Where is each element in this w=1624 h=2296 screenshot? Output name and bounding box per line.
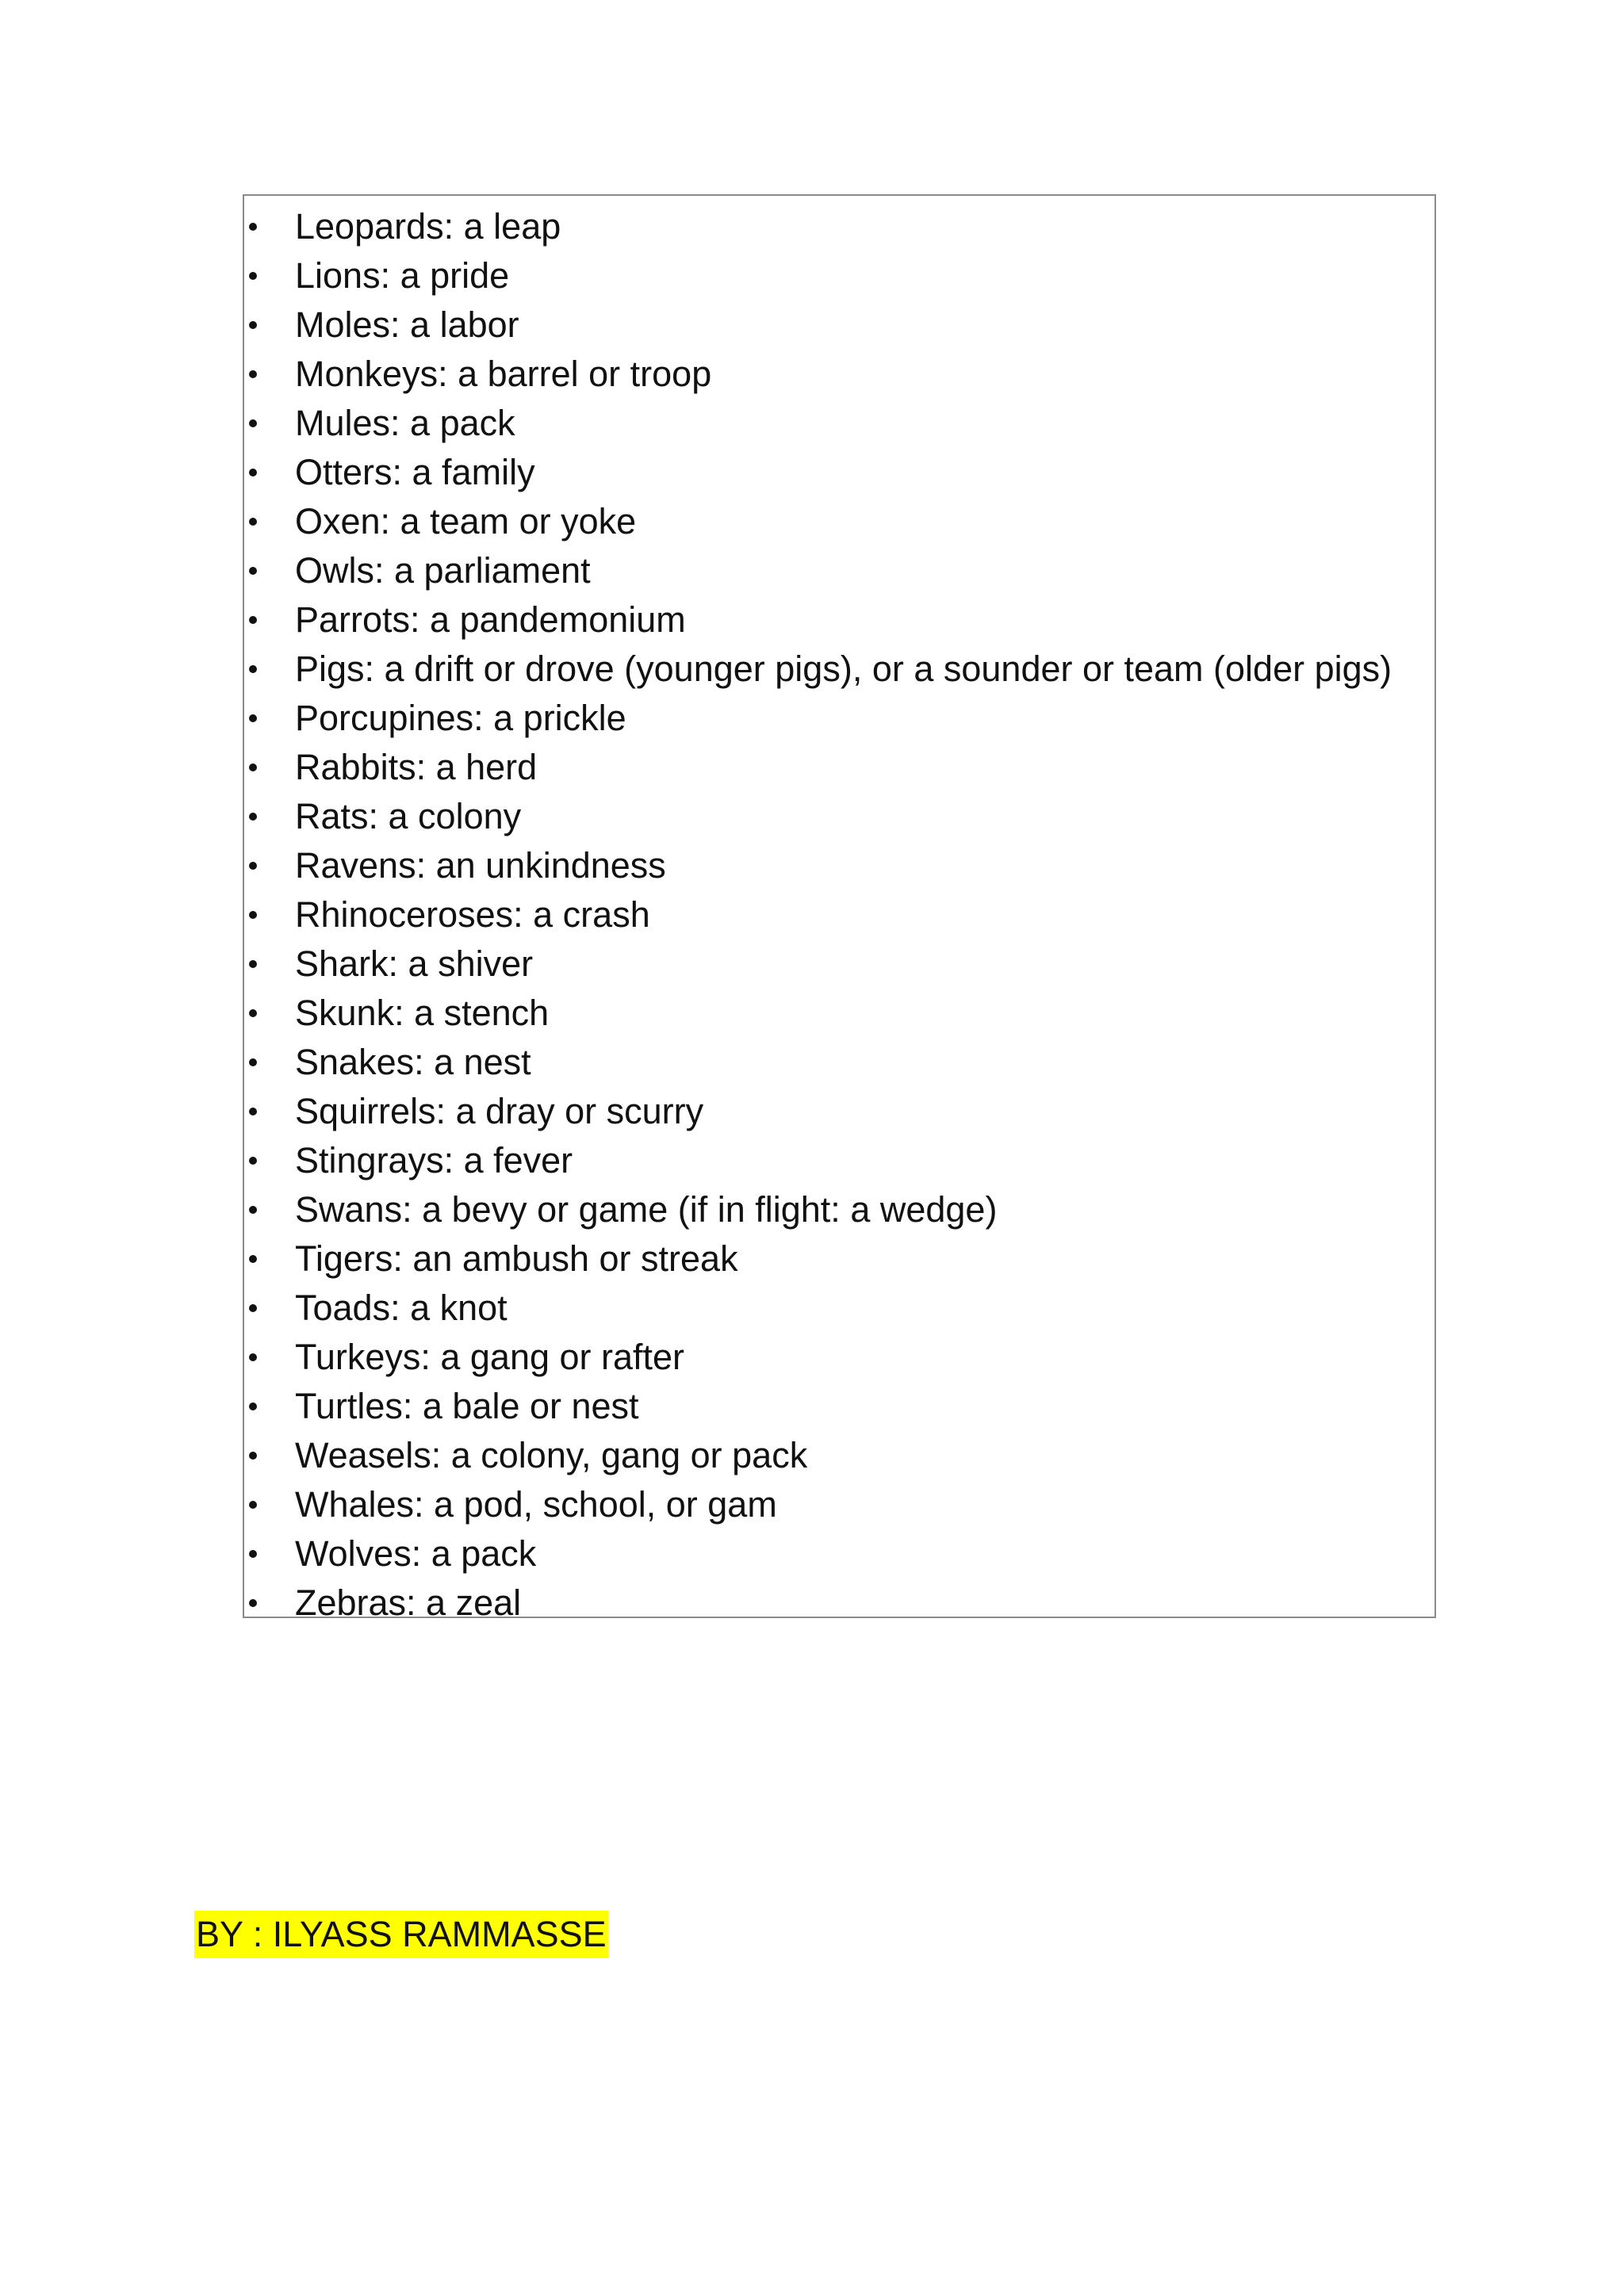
bullet-icon (249, 370, 257, 378)
list-item (244, 1578, 1434, 1628)
bullet-icon (249, 862, 257, 870)
list-item (244, 743, 1434, 792)
bullet-icon (249, 714, 257, 722)
list-item (244, 595, 1434, 645)
list-item-text: Mules: a pack (295, 403, 515, 443)
bullet-icon (249, 1255, 257, 1263)
bullet-icon (249, 419, 257, 427)
list-item (244, 497, 1434, 546)
list-item (244, 251, 1434, 300)
list-item (244, 1382, 1434, 1431)
bullet-icon (249, 1501, 257, 1509)
list-item-text: Porcupines: a prickle (295, 698, 626, 738)
bullet-icon (249, 1108, 257, 1115)
list-item-text: Squirrels: a dray or scurry (295, 1091, 704, 1131)
bullet-icon (249, 1058, 257, 1066)
list-item (244, 939, 1434, 989)
list-item-text: Owls: a parliament (295, 550, 591, 591)
bullet-icon (249, 813, 257, 821)
list-item-text: Monkeys: a barrel or troop (295, 354, 712, 394)
bullet-icon (249, 1157, 257, 1165)
list-item-text: Snakes: a nest (295, 1042, 531, 1082)
list-item-text: Turtles: a bale or nest (295, 1386, 639, 1426)
list-item (244, 546, 1434, 595)
list-item (244, 1087, 1434, 1136)
bullet-icon (249, 272, 257, 280)
list-item (244, 1136, 1434, 1185)
list-item-text: Swans: a bevy or game (if in flight: a wedge) (295, 1189, 998, 1230)
list-item-text: Lions: a pride (295, 255, 510, 296)
list-item (244, 890, 1434, 939)
list-item-text: Oxen: a team or yoke (295, 501, 637, 541)
bullet-icon (249, 223, 257, 231)
list-item-text: Turkeys: a gang or rafter (295, 1337, 685, 1377)
list-item-text: Zebras: a zeal (295, 1582, 522, 1623)
list-item-text: Rabbits: a herd (295, 747, 538, 787)
list-item-text: Parrots: a pandemonium (295, 599, 686, 640)
animal-group-list (244, 202, 1434, 1628)
list-item (244, 300, 1434, 350)
bullet-icon (249, 321, 257, 329)
bullet-icon (249, 1304, 257, 1312)
list-item (244, 841, 1434, 890)
list-item-text: Otters: a family (295, 452, 535, 492)
bullet-icon (249, 1452, 257, 1460)
list-item (244, 989, 1434, 1038)
bullet-icon (249, 763, 257, 771)
list-item-text: Skunk: a stench (295, 993, 550, 1033)
list-item-text: Rhinoceroses: a crash (295, 894, 650, 935)
list-item-text: Leopards: a leap (295, 206, 561, 247)
list-item (244, 350, 1434, 399)
animal-group-list-box (243, 194, 1436, 1623)
list-item (244, 1431, 1434, 1480)
list-item-text: Whales: a pod, school, or gam (295, 1484, 777, 1525)
bullet-icon (249, 616, 257, 624)
bullet-icon (249, 1402, 257, 1410)
list-item-text: Rats: a colony (295, 796, 522, 836)
bullet-icon (249, 1009, 257, 1017)
list-item (244, 1480, 1434, 1529)
list-item (244, 1333, 1434, 1382)
list-item-text: Weasels: a colony, gang or pack (295, 1435, 808, 1475)
list-item-text: Stingrays: a fever (295, 1140, 573, 1181)
list-item (244, 645, 1434, 694)
bullet-icon (249, 1206, 257, 1214)
bullet-icon (249, 665, 257, 673)
list-item (244, 448, 1434, 497)
list-item-text: Ravens: an unkindness (295, 845, 666, 886)
list-item-text: Toads: a knot (295, 1288, 508, 1328)
bullet-icon (249, 518, 257, 526)
bullet-icon (249, 960, 257, 968)
list-item-text: Tigers: an ambush or streak (295, 1238, 738, 1279)
list-item (244, 1234, 1434, 1284)
list-item (244, 399, 1434, 448)
list-item (244, 1284, 1434, 1333)
bullet-icon (249, 567, 257, 575)
author-credit: BY : ILYASS RAMMASSE (194, 1911, 608, 1958)
list-item (244, 694, 1434, 743)
list-item (244, 1038, 1434, 1087)
bullet-icon (249, 1353, 257, 1361)
list-item (244, 202, 1434, 251)
bullet-icon (249, 911, 257, 919)
bullet-icon (249, 1550, 257, 1558)
bullet-icon (249, 1599, 257, 1607)
bullet-icon (249, 469, 257, 476)
list-item-text: Wolves: a pack (295, 1533, 537, 1574)
list-item-text: Shark: a shiver (295, 943, 534, 984)
list-item-text: Pigs: a drift or drove (younger pigs), or a sounder or team (older pigs) (295, 649, 1392, 689)
list-item (244, 1529, 1434, 1578)
list-item (244, 792, 1434, 841)
list-item-text: Moles: a labor (295, 304, 519, 345)
list-item (244, 1185, 1434, 1234)
